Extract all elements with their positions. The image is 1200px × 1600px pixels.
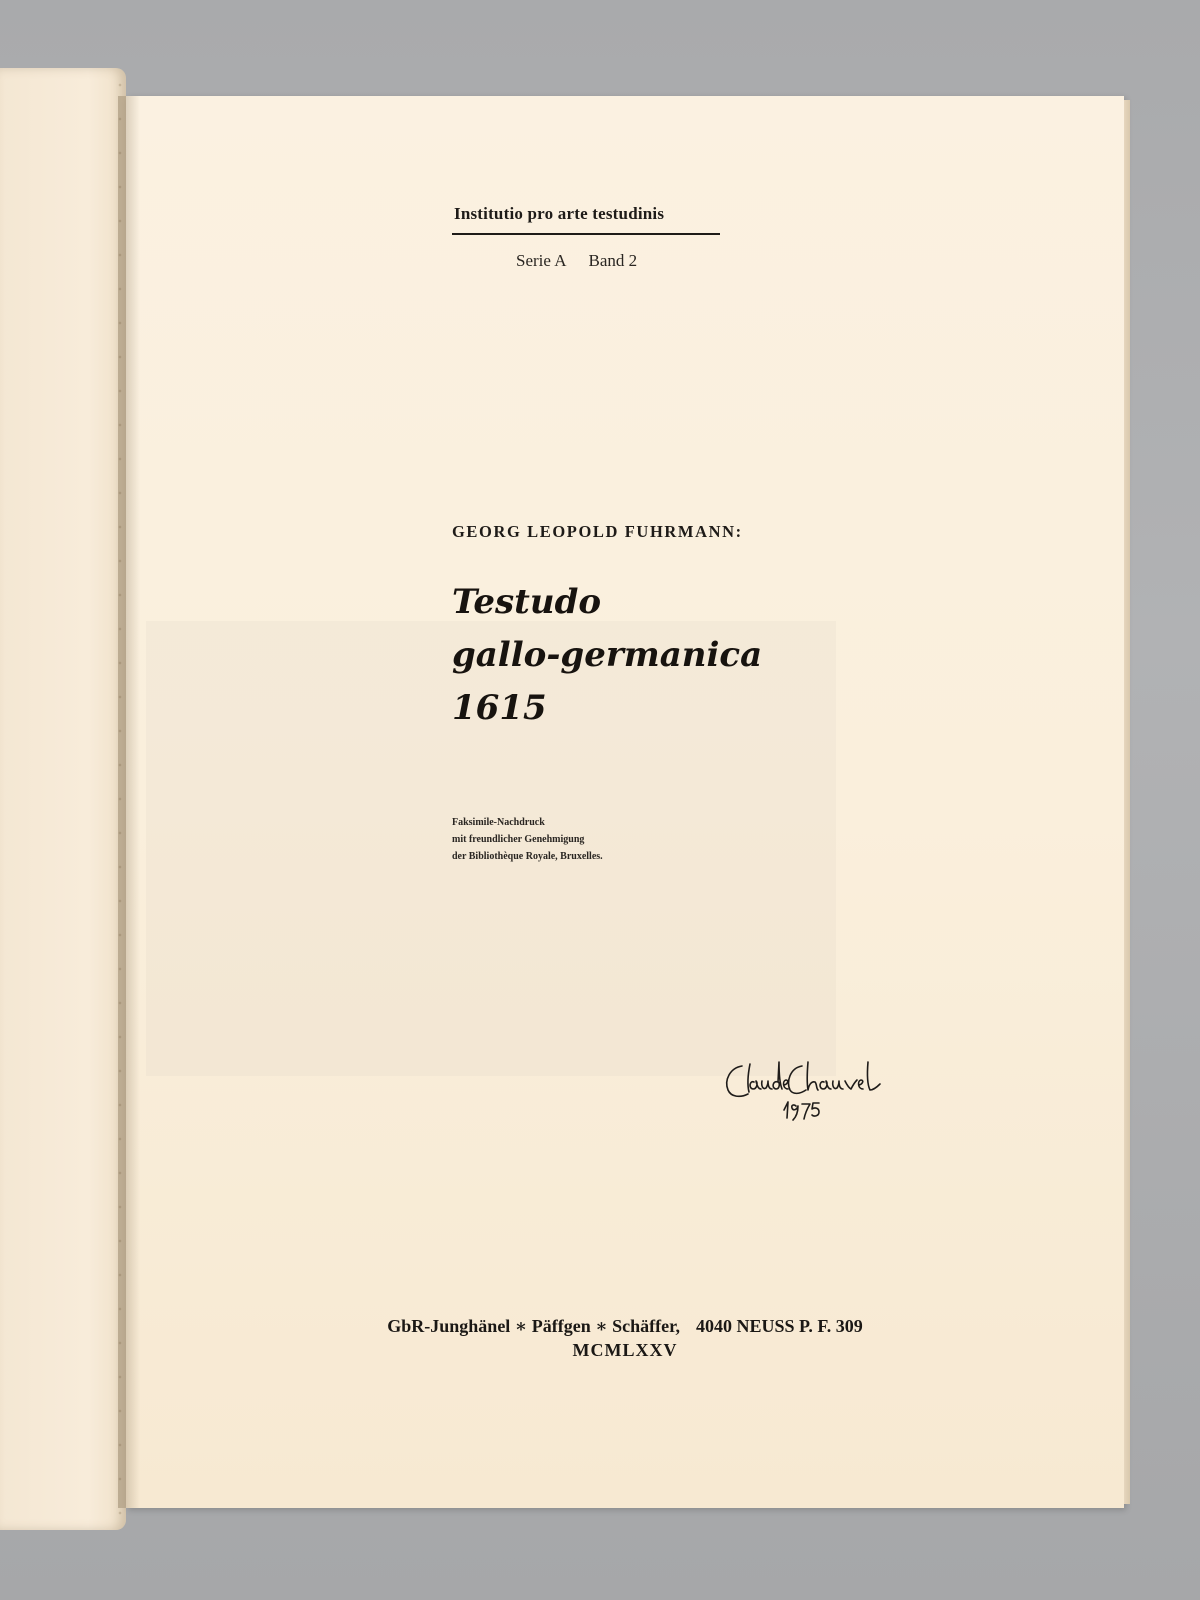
left-page <box>0 68 126 1530</box>
gutter-shadow <box>118 96 140 1508</box>
facsimile-note <box>452 814 603 865</box>
series-volume <box>516 251 637 271</box>
series-underline <box>452 233 720 235</box>
title-line: gallo-germanica <box>452 635 763 675</box>
series-band: Band 2 <box>588 251 638 270</box>
title-line: 1615 <box>452 688 547 728</box>
title-line: Testudo <box>452 582 602 622</box>
publisher-address: 4040 NEUSS P. F. 309 <box>696 1316 863 1336</box>
series-title: Institutio pro arte testudinis <box>454 204 665 223</box>
facsimile-line: mit freundlicher Genehmigung <box>452 834 585 845</box>
series-serie: Serie A <box>516 251 567 270</box>
publication-year: MCMLXXV <box>572 1340 678 1360</box>
publisher-imprint <box>126 1314 1124 1362</box>
facsimile-line: der Bibliothèque Royale, Bruxelles. <box>452 851 603 862</box>
publisher-line <box>126 1314 1124 1338</box>
publisher-names: GbR-Junghänel ∗ Päffgen ∗ Schäffer, <box>387 1316 680 1336</box>
title-page <box>126 96 1124 1508</box>
book-title <box>452 576 762 735</box>
author-name: GEORG LEOPOLD FUHRMANN: <box>452 522 743 541</box>
handwritten-signature <box>720 1054 896 1124</box>
facsimile-line: Faksimile-Nachdruck <box>452 817 545 828</box>
